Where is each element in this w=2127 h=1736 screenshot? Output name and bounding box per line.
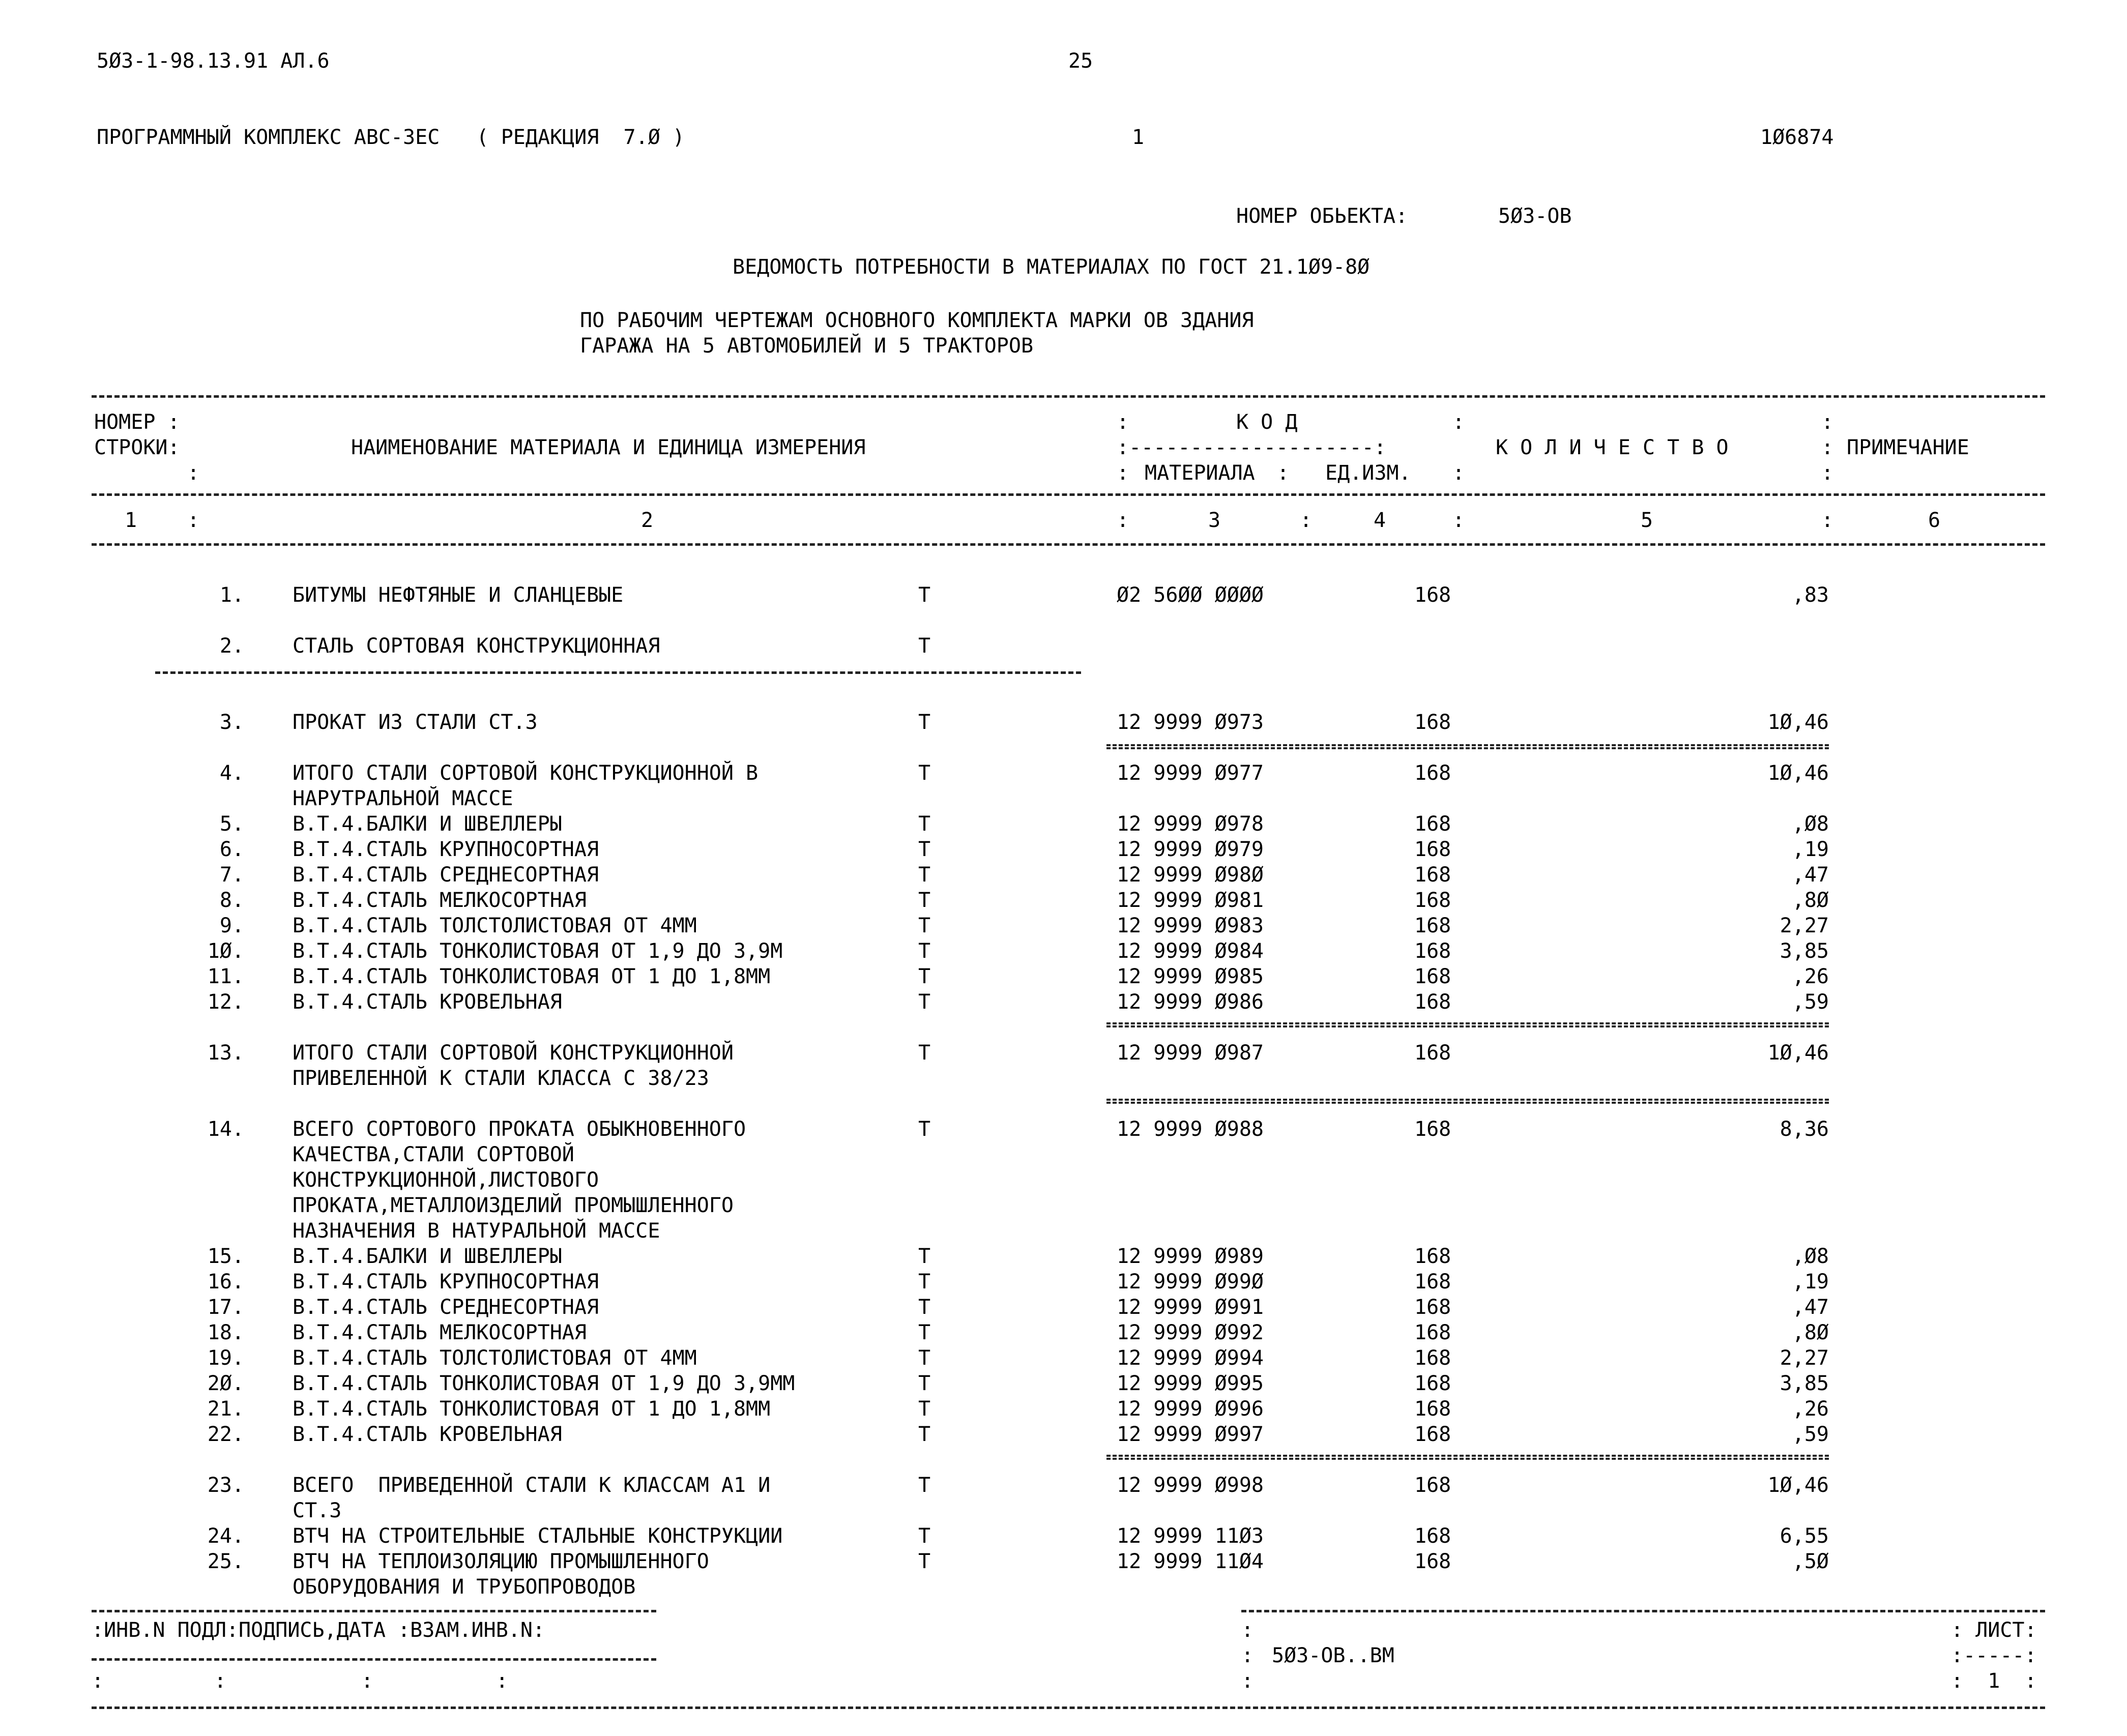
col1-header-colon: : bbox=[187, 461, 200, 485]
row-number: 4. bbox=[219, 761, 244, 785]
stamp-empty-cells: : : : : bbox=[92, 1669, 508, 1693]
material-name-continuation: ПРОКАТА,МЕТАЛЛОИЗДЕЛИЙ ПРОМЫШЛЕННОГО bbox=[293, 1194, 734, 1217]
table-row bbox=[92, 1294, 2045, 1320]
sheet-index: 1 bbox=[1132, 126, 1145, 149]
unit-code: 168 bbox=[1414, 1372, 1451, 1395]
sheet-label: : ЛИСТ: bbox=[1951, 1619, 2037, 1642]
quantity: 3,85 bbox=[1780, 939, 1829, 963]
note-colon-mid: : bbox=[1821, 436, 1834, 459]
document-subtitle-2: ГАРАЖА НА 5 АВТОМОБИЛЕЙ И 5 ТРАКТОРОВ bbox=[580, 334, 1034, 358]
total-rule-4 bbox=[1106, 1455, 1829, 1460]
row-number: 9. bbox=[219, 914, 244, 937]
quantity-header: К О Л И Ч Е С Т В О bbox=[1496, 436, 1729, 459]
unit: Т bbox=[918, 1245, 931, 1268]
row-number: 14. bbox=[207, 1117, 244, 1141]
col-number-1: 1 bbox=[125, 509, 137, 532]
quantity: ,5Ø bbox=[1792, 1550, 1829, 1573]
material-name: БИТУМЫ НЕФТЯНЫЕ И СЛАНЦЕВЫЕ bbox=[293, 583, 624, 607]
object-number-label: НОМЕР ОБЬЕКТА: bbox=[1236, 204, 1408, 228]
material-name: ИТОГО СТАЛИ СОРТОВОЙ КОНСТРУКЦИОННОЙ В bbox=[293, 761, 759, 785]
material-name-continuation: ПРИВЕЛЕННОЙ К СТАЛИ КЛАССА С 38/23 bbox=[293, 1067, 709, 1090]
num-colon-2: : bbox=[1117, 509, 1129, 532]
unit: Т bbox=[918, 1041, 931, 1065]
sheet-value: : 1 : bbox=[1951, 1669, 2037, 1693]
material-name-continuation: ОБОРУДОВАНИЯ И ТРУБОПРОВОДОВ bbox=[293, 1575, 636, 1599]
table-row bbox=[92, 1116, 2045, 1142]
unit: Т bbox=[918, 1524, 931, 1548]
material-name: В.Т.4.БАЛКИ И ШВЕЛЛЕРЫ bbox=[293, 812, 562, 836]
unit-code: 168 bbox=[1414, 1550, 1451, 1573]
quantity: 2,27 bbox=[1780, 914, 1829, 937]
program-name: ПРОГРАММНЫЙ КОМПЛЕКС АВС-3ЕС ( РЕДАКЦИЯ 7.Ø ) bbox=[97, 126, 685, 149]
quantity: 8,36 bbox=[1780, 1117, 1829, 1141]
num-colon-4: : bbox=[1452, 509, 1465, 532]
material-code: 12 9999 Ø997 bbox=[1117, 1423, 1264, 1446]
document-title: ВЕДОМОСТЬ ПОТРЕБНОСТИ В МАТЕРИАЛАХ ПО ГОСТ 21.1Ø9-8Ø bbox=[733, 255, 1370, 279]
quantity: ,83 bbox=[1792, 583, 1829, 607]
row-number: 15. bbox=[207, 1245, 244, 1268]
material-name: ВТЧ НА СТРОИТЕЛЬНЫЕ СТАЛЬНЫЕ КОНСТРУКЦИИ bbox=[293, 1524, 783, 1548]
row-number: 19. bbox=[207, 1346, 244, 1370]
table-row bbox=[92, 1396, 2045, 1422]
unit: Т bbox=[918, 761, 931, 785]
unit: Т bbox=[918, 889, 931, 912]
table-row bbox=[92, 862, 2045, 888]
page-number: 25 bbox=[1068, 49, 1093, 73]
table-row bbox=[92, 811, 2045, 837]
table-row bbox=[92, 989, 2045, 1015]
quantity: ,19 bbox=[1792, 1270, 1829, 1293]
material-name: ВСЕГО ПРИВЕДЕННОЙ СТАЛИ К КЛАССАМ А1 И bbox=[293, 1474, 771, 1497]
unit-code: 168 bbox=[1414, 1321, 1451, 1344]
row-number: 8. bbox=[219, 889, 244, 912]
col1-header-line2: СТРОКИ: bbox=[94, 436, 180, 459]
material-name: В.Т.4.СТАЛЬ ТОНКОЛИСТОВАЯ ОТ 1 ДО 1,8ММ bbox=[293, 1397, 771, 1421]
quantity: ,Ø8 bbox=[1792, 812, 1829, 836]
unit-code: 168 bbox=[1414, 1041, 1451, 1065]
table-row bbox=[92, 938, 2045, 964]
material-code: 12 9999 Ø988 bbox=[1117, 1117, 1264, 1141]
material-code: 12 9999 Ø978 bbox=[1117, 812, 1264, 836]
table-row bbox=[92, 964, 2045, 989]
material-name: В.Т.4.СТАЛЬ СРЕДНЕСОРТНАЯ bbox=[293, 863, 599, 887]
unit: Т bbox=[918, 1346, 931, 1370]
material-code: 12 9999 Ø991 bbox=[1117, 1296, 1264, 1319]
material-name: В.Т.4.СТАЛЬ ТОНКОЛИСТОВАЯ ОТ 1 ДО 1,8ММ bbox=[293, 965, 771, 988]
quantity: ,59 bbox=[1792, 1423, 1829, 1446]
material-code: 12 9999 11Ø4 bbox=[1117, 1550, 1264, 1573]
table-row bbox=[92, 1269, 2045, 1294]
code-colon-right: : bbox=[1452, 410, 1465, 434]
page-bottom-rule bbox=[92, 1706, 2045, 1709]
quantity: 3,85 bbox=[1780, 1372, 1829, 1395]
sheet-separator: :-----: bbox=[1951, 1644, 2037, 1667]
unit-code: 168 bbox=[1414, 863, 1451, 887]
note-colon-top: : bbox=[1821, 410, 1834, 434]
quantity: 1Ø,46 bbox=[1767, 711, 1829, 734]
stamp-fields: :ИНВ.N ПОДЛ:ПОДПИСЬ,ДАТА :ВЗАМ.ИНВ.N: bbox=[92, 1619, 545, 1642]
code-header-material: МАТЕРИАЛА bbox=[1145, 461, 1255, 485]
material-name: СТАЛЬ СОРТОВАЯ КОНСТРУКЦИОННАЯ bbox=[293, 634, 660, 658]
code-header-top: К О Д bbox=[1236, 410, 1298, 434]
table-row bbox=[92, 1523, 2045, 1549]
material-name: В.Т.4.СТАЛЬ ТОНКОЛИСТОВАЯ ОТ 1,9 ДО 3,9М bbox=[293, 939, 783, 963]
unit-code: 168 bbox=[1414, 711, 1451, 734]
unit-code: 168 bbox=[1414, 1296, 1451, 1319]
table-row bbox=[92, 1371, 2045, 1396]
row-number: 1. bbox=[219, 583, 244, 607]
table-row bbox=[92, 582, 2045, 608]
row-number: 5. bbox=[219, 812, 244, 836]
quantity: 1Ø,46 bbox=[1767, 761, 1829, 785]
unit-code: 168 bbox=[1414, 761, 1451, 785]
table-row bbox=[92, 633, 2045, 659]
material-code: 12 9999 Ø977 bbox=[1117, 761, 1264, 785]
quantity: ,8Ø bbox=[1792, 889, 1829, 912]
unit-code: 168 bbox=[1414, 990, 1451, 1014]
quantity: ,26 bbox=[1792, 965, 1829, 988]
unit: Т bbox=[918, 1423, 931, 1446]
table-row bbox=[92, 1244, 2045, 1269]
unit-code: 168 bbox=[1414, 1346, 1451, 1370]
material-code: 12 9999 Ø989 bbox=[1117, 1245, 1264, 1268]
material-name: В.Т.4.СТАЛЬ ТОЛСТОЛИСТОВАЯ ОТ 4ММ bbox=[293, 914, 697, 937]
unit: Т bbox=[918, 965, 931, 988]
row-number: 18. bbox=[207, 1321, 244, 1344]
stamp-mid-rule bbox=[92, 1658, 656, 1661]
material-code: 12 9999 Ø984 bbox=[1117, 939, 1264, 963]
material-code: 12 9999 Ø983 bbox=[1117, 914, 1264, 937]
doc-code: 5Ø3-1-98.13.91 АЛ.6 bbox=[97, 49, 330, 73]
table-row bbox=[92, 1473, 2045, 1498]
material-code: 12 9999 Ø985 bbox=[1117, 965, 1264, 988]
unit: Т bbox=[918, 812, 931, 836]
material-name-continuation: КАЧЕСТВА,СТАЛИ СОРТОВОЙ bbox=[293, 1143, 574, 1166]
material-name: В.Т.4.СТАЛЬ СРЕДНЕСОРТНАЯ bbox=[293, 1296, 599, 1319]
table-row bbox=[92, 1549, 2045, 1574]
material-code: 12 9999 Ø992 bbox=[1117, 1321, 1264, 1344]
note-colon-bot: : bbox=[1821, 461, 1834, 485]
material-code: 12 9999 Ø973 bbox=[1117, 711, 1264, 734]
quantity: ,47 bbox=[1792, 863, 1829, 887]
material-code: 12 9999 Ø986 bbox=[1117, 990, 1264, 1014]
row-number: 1Ø. bbox=[207, 939, 244, 963]
quantity: 2,27 bbox=[1780, 1346, 1829, 1370]
row-number: 17. bbox=[207, 1296, 244, 1319]
material-name: ВТЧ НА ТЕПЛОИЗОЛЯЦИЮ ПРОМЫШЛЕННОГО bbox=[293, 1550, 709, 1573]
material-code: 12 9999 Ø998 bbox=[1117, 1474, 1264, 1497]
table-row bbox=[92, 888, 2045, 913]
material-name: ИТОГО СТАЛИ СОРТОВОЙ КОНСТРУКЦИОННОЙ bbox=[293, 1041, 734, 1065]
code-colon-left: : bbox=[1117, 410, 1129, 434]
unit-code: 168 bbox=[1414, 812, 1451, 836]
material-name: В.Т.4.СТАЛЬ КРОВЕЛЬНАЯ bbox=[293, 990, 562, 1014]
table-top-rule bbox=[92, 395, 2045, 398]
material-name: В.Т.4.СТАЛЬ КРУПНОСОРТНАЯ bbox=[293, 1270, 599, 1293]
unit: Т bbox=[918, 1321, 931, 1344]
row-number: 3. bbox=[219, 711, 244, 734]
unit-code: 168 bbox=[1414, 965, 1451, 988]
row-number: 6. bbox=[219, 838, 244, 861]
note-header: ПРИМЕЧАНИЕ bbox=[1847, 436, 1969, 459]
unit: Т bbox=[918, 863, 931, 887]
row-number: 13. bbox=[207, 1041, 244, 1065]
unit: Т bbox=[918, 1296, 931, 1319]
table-row bbox=[92, 710, 2045, 735]
row-number: 24. bbox=[207, 1524, 244, 1548]
quantity: ,26 bbox=[1792, 1397, 1829, 1421]
unit: Т bbox=[918, 1372, 931, 1395]
row-number: 23. bbox=[207, 1474, 244, 1497]
unit-code: 168 bbox=[1414, 1474, 1451, 1497]
unit-code: 168 bbox=[1414, 914, 1451, 937]
table-row bbox=[92, 1040, 2045, 1066]
object-number-value: 5Ø3-ОВ bbox=[1498, 204, 1572, 228]
row-number: 16. bbox=[207, 1270, 244, 1293]
material-name-continuation: НАРУТРАЛЬНОЙ МАССЕ bbox=[293, 787, 513, 810]
unit-code: 168 bbox=[1414, 1397, 1451, 1421]
material-name-continuation: КОНСТРУКЦИОННОЙ,ЛИСТОВОГО bbox=[293, 1168, 599, 1192]
unit-code: 168 bbox=[1414, 1245, 1451, 1268]
col-number-6: 6 bbox=[1928, 509, 1941, 532]
quantity: ,59 bbox=[1792, 990, 1829, 1014]
col-number-2: 2 bbox=[641, 509, 654, 532]
material-code: 12 9999 Ø99Ø bbox=[1117, 1270, 1264, 1293]
table-row bbox=[92, 760, 2045, 786]
unit: Т bbox=[918, 1474, 931, 1497]
material-name: В.Т.4.СТАЛЬ КРОВЕЛЬНАЯ bbox=[293, 1423, 562, 1446]
unit-code: 168 bbox=[1414, 1117, 1451, 1141]
table-row bbox=[92, 1422, 2045, 1447]
unit: Т bbox=[918, 1117, 931, 1141]
header-bottom-rule bbox=[92, 543, 2045, 546]
row-number: 11. bbox=[207, 965, 244, 988]
col-number-3: 3 bbox=[1208, 509, 1221, 532]
col-number-5: 5 bbox=[1641, 509, 1653, 532]
total-rule-1 bbox=[1106, 744, 1829, 749]
doc-reference: 5Ø3-ОВ..ВМ bbox=[1272, 1644, 1394, 1667]
material-code: 12 9999 Ø996 bbox=[1117, 1397, 1264, 1421]
quantity: 1Ø,46 bbox=[1767, 1474, 1829, 1497]
header-mid-rule bbox=[92, 493, 2045, 496]
code-sub-left: : bbox=[1117, 461, 1129, 485]
unit: Т bbox=[918, 1550, 931, 1573]
unit-code: 168 bbox=[1414, 838, 1451, 861]
material-code: 12 9999 Ø987 bbox=[1117, 1041, 1264, 1065]
table-row bbox=[92, 1345, 2045, 1371]
unit: Т bbox=[918, 939, 931, 963]
code-sub-mid: : bbox=[1277, 461, 1290, 485]
docref-top-rule bbox=[1241, 1610, 2045, 1612]
material-code: 12 9999 Ø98Ø bbox=[1117, 863, 1264, 887]
unit: Т bbox=[918, 914, 931, 937]
unit-code: 168 bbox=[1414, 583, 1451, 607]
quantity: ,19 bbox=[1792, 838, 1829, 861]
table-row bbox=[92, 1320, 2045, 1345]
row-number: 2Ø. bbox=[207, 1372, 244, 1395]
unit: Т bbox=[918, 1270, 931, 1293]
quantity: ,Ø8 bbox=[1792, 1245, 1829, 1268]
table-row bbox=[92, 837, 2045, 862]
material-name: ВСЕГО СОРТОВОГО ПРОКАТА ОБЫКНОВЕННОГО bbox=[293, 1117, 746, 1141]
unit-code: 168 bbox=[1414, 1270, 1451, 1293]
docref-colon-2: : bbox=[1241, 1644, 1254, 1667]
code-header-unit: ЕД.ИЗМ. bbox=[1325, 461, 1411, 485]
unit-code: 168 bbox=[1414, 939, 1451, 963]
quantity: 6,55 bbox=[1780, 1524, 1829, 1548]
unit-code: 168 bbox=[1414, 1423, 1451, 1446]
unit-code: 168 bbox=[1414, 1524, 1451, 1548]
quantity: ,8Ø bbox=[1792, 1321, 1829, 1344]
row-number: 22. bbox=[207, 1423, 244, 1446]
col1-header-line1: НОМЕР : bbox=[94, 410, 180, 434]
material-name-continuation: СТ.3 bbox=[293, 1499, 342, 1522]
total-rule-3 bbox=[1106, 1099, 1829, 1104]
table-row bbox=[92, 913, 2045, 938]
col2-header: НАИМЕНОВАНИЕ МАТЕРИАЛА И ЕДИНИЦА ИЗМЕРЕНИЯ bbox=[351, 436, 866, 459]
material-name: В.Т.4.СТАЛЬ МЕЛКОСОРТНАЯ bbox=[293, 889, 587, 912]
num-colon-5: : bbox=[1821, 509, 1834, 532]
docref-colon-1: : bbox=[1241, 1619, 1254, 1642]
material-name: В.Т.4.СТАЛЬ КРУПНОСОРТНАЯ bbox=[293, 838, 599, 861]
code-sub-right: : bbox=[1452, 461, 1465, 485]
total-rule-2 bbox=[1106, 1022, 1829, 1027]
material-code: 12 9999 Ø995 bbox=[1117, 1372, 1264, 1395]
quantity: 1Ø,46 bbox=[1767, 1041, 1829, 1065]
unit-code: 168 bbox=[1414, 889, 1451, 912]
unit: Т bbox=[918, 634, 931, 658]
row-number: 12. bbox=[207, 990, 244, 1014]
material-name: В.Т.4.СТАЛЬ МЕЛКОСОРТНАЯ bbox=[293, 1321, 587, 1344]
material-code: 12 9999 Ø994 bbox=[1117, 1346, 1264, 1370]
stamp-top-rule bbox=[92, 1610, 656, 1612]
code-divider: :--------------------: bbox=[1117, 436, 1386, 459]
material-code: Ø2 56ØØ ØØØØ bbox=[1117, 583, 1264, 607]
material-code: 12 9999 Ø981 bbox=[1117, 889, 1264, 912]
row-number: 2. bbox=[219, 634, 244, 658]
docref-colon-3: : bbox=[1241, 1669, 1254, 1693]
unit: Т bbox=[918, 583, 931, 607]
row-number: 25. bbox=[207, 1550, 244, 1573]
unit: Т bbox=[918, 990, 931, 1014]
num-colon-3: : bbox=[1300, 509, 1313, 532]
unit: Т bbox=[918, 711, 931, 734]
row-number: 21. bbox=[207, 1397, 244, 1421]
document-subtitle-1: ПО РАБОЧИМ ЧЕРТЕЖАМ ОСНОВНОГО КОМПЛЕКТА МАРКИ ОВ ЗДАНИЯ bbox=[580, 309, 1254, 332]
doc-number: 1Ø6874 bbox=[1760, 126, 1834, 149]
material-code: 12 9999 Ø979 bbox=[1117, 838, 1264, 861]
material-name-continuation: НАЗНАЧЕНИЯ В НАТУРАЛЬНОЙ МАССЕ bbox=[293, 1219, 660, 1243]
material-name: ПРОКАТ ИЗ СТАЛИ СТ.3 bbox=[293, 711, 538, 734]
material-name: В.Т.4.СТАЛЬ ТОНКОЛИСТОВАЯ ОТ 1,9 ДО 3,9ММ bbox=[293, 1372, 795, 1395]
unit: Т bbox=[918, 1397, 931, 1421]
section-rule bbox=[155, 671, 1081, 674]
unit: Т bbox=[918, 838, 931, 861]
material-code: 12 9999 11Ø3 bbox=[1117, 1524, 1264, 1548]
quantity: ,47 bbox=[1792, 1296, 1829, 1319]
material-name: В.Т.4.СТАЛЬ ТОЛСТОЛИСТОВАЯ ОТ 4ММ bbox=[293, 1346, 697, 1370]
row-number: 7. bbox=[219, 863, 244, 887]
num-colon-1: : bbox=[187, 509, 200, 532]
material-name: В.Т.4.БАЛКИ И ШВЕЛЛЕРЫ bbox=[293, 1245, 562, 1268]
col-number-4: 4 bbox=[1374, 509, 1386, 532]
